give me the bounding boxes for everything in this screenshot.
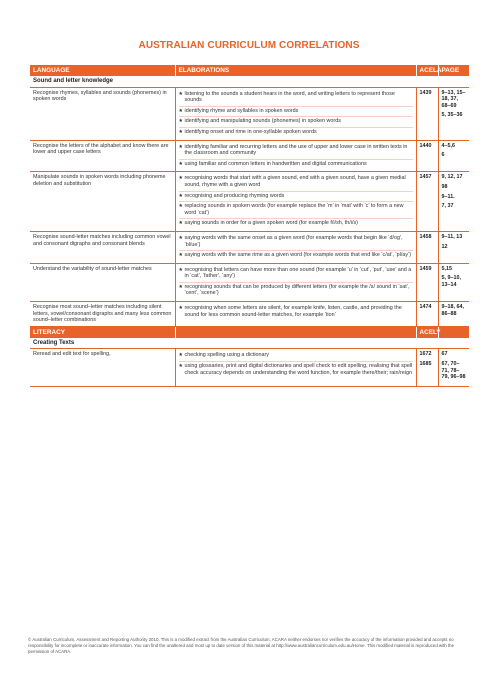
table-row — [30, 263, 469, 301]
star-bullet-icon: ★ — [178, 220, 183, 227]
page-ref: 12 — [441, 243, 448, 250]
elaboration-item — [179, 90, 413, 107]
header-cell-code: ACELA — [416, 65, 438, 76]
elaboration-item — [179, 192, 413, 203]
curriculum-code — [416, 140, 438, 172]
curriculum-code — [416, 87, 438, 140]
elaboration-text: using glossaries, print and digital dictionaries and spell check to edit spelling, realising that spell check accuracy depends on understanding the word function, for example there/their; rain/reign — [184, 363, 413, 376]
code-value: 1459 — [419, 265, 432, 272]
star-bullet-icon: ★ — [178, 305, 183, 312]
star-bullet-icon: ★ — [178, 266, 183, 273]
page-ref: 9–11, 13 — [441, 233, 463, 240]
header-cell-elaborations — [175, 326, 416, 338]
subheading: Sound and letter knowledge — [30, 76, 469, 87]
elaboration-item — [179, 117, 413, 128]
elaboration-item — [179, 234, 413, 251]
elaboration-item — [179, 107, 413, 118]
subheading-row — [30, 338, 469, 349]
star-bullet-icon: ★ — [178, 107, 183, 114]
elaboration-text: identifying rhyme and syllables in spoken words — [184, 107, 299, 114]
elaboration-item — [179, 219, 413, 229]
elaboration-text: recognising when some letters are silent, for example knife, listen, castle, and providing the sound for less common sound-letter matches, for example ‘tion’ — [184, 305, 402, 318]
content-description: Recognise rhymes, syllables and sounds (phonemes) in spoken words — [30, 87, 175, 140]
star-bullet-icon: ★ — [178, 363, 183, 370]
elaboration-text: identifying onset and rime in one-syllable spoken words — [184, 128, 317, 135]
section-header-row — [30, 326, 469, 338]
content-description: Understand the variability of sound-letter matches — [30, 263, 175, 301]
table-row — [30, 87, 469, 140]
elaborations-cell — [175, 172, 416, 232]
elaborations-cell — [175, 263, 416, 301]
page-references — [438, 349, 469, 386]
elaboration-text: identifying and manipulating sounds (phonemes) in spoken words — [184, 118, 341, 125]
correlations-table — [30, 65, 469, 387]
copyright-footer: © Australian Curriculum, Assessment and Reporting Authority 2010. This is a modified extract from the Australian Curriculum. ACARA neither endorses nor verifies the accuracy of the information provided and accepts no responsibility for incomplete or inaccurate information. You can find the unaltered and most up to date version of this material at http://www.australiancurriculum.edu.au/Home. This modified material is reproduced with the permission of ACARA. — [28, 637, 455, 655]
table-row — [30, 172, 469, 232]
star-bullet-icon: ★ — [178, 352, 183, 359]
table-row — [30, 231, 469, 263]
code-value: 1672 — [419, 351, 432, 358]
elaborations-cell — [175, 231, 416, 263]
page-references — [438, 87, 469, 140]
star-bullet-icon: ★ — [178, 90, 183, 97]
page-ref: 9, 12, 17 — [441, 174, 463, 181]
elaboration-text: using familiar and common letters in handwritten and digital communications — [184, 160, 367, 167]
table-row — [30, 349, 469, 386]
star-bullet-icon: ★ — [178, 175, 183, 182]
star-bullet-icon: ★ — [178, 143, 183, 150]
elaborations-cell — [175, 87, 416, 140]
elaboration-item — [179, 143, 413, 160]
elaboration-item — [179, 351, 413, 362]
page-ref: 9–18, 64, 86–88 — [441, 304, 464, 317]
content-description: Reread and edit text for spelling, — [30, 349, 175, 386]
content-description: Manipulate sounds in spoken words including phoneme deletion and substitution — [30, 172, 175, 232]
star-bullet-icon: ★ — [178, 192, 183, 199]
page-references — [438, 302, 469, 327]
elaboration-text: recognising words that start with a given sound, end with a given sound, have a given medial sound, rhyme with a given word — [184, 175, 406, 188]
elaboration-text: recognising and producing rhyming words — [184, 192, 285, 199]
page-ref: 67 — [441, 351, 448, 358]
content-description: Recognise most sound–letter matches including silent letters, vowel/consonant digraphs and many less common sound–letter combinations — [30, 302, 175, 327]
star-bullet-icon: ★ — [178, 160, 183, 167]
page-ref: 6 — [441, 152, 445, 159]
elaborations-cell — [175, 140, 416, 172]
page-ref: 5, 35–36 — [441, 112, 463, 119]
elaboration-text: saying words with the same rime as a given word (for example words that end like ‘c/at’, ‘pl/ay’) — [184, 252, 412, 259]
table-row — [30, 140, 469, 172]
elaboration-item — [179, 283, 413, 299]
elaboration-item — [179, 266, 413, 283]
page-ref: 7, 37 — [441, 203, 454, 210]
page-ref: 4–5,6 — [441, 142, 455, 149]
elaborations-cell — [175, 349, 416, 386]
code-value: 1440 — [419, 142, 432, 149]
elaboration-item — [179, 251, 413, 261]
elaboration-text: recognising sounds that can be produced by different letters (for example the /s/ sound in ‘sat’, ‘cent’, ‘scene’) — [184, 283, 410, 297]
star-bullet-icon: ★ — [178, 118, 183, 125]
elaborations-cell — [175, 302, 416, 327]
elaboration-text: replacing sounds in spoken words (for example replace the ‘m’ in ‘mat’ with ‘c’ to form a new word ‘cat’) — [184, 203, 404, 216]
header-cell-elaborations: ELABORATIONS — [175, 65, 416, 76]
code-value: 1474 — [419, 304, 432, 311]
content-description: Recognise the letters of the alphabet and know there are lower and upper case letters — [30, 140, 175, 172]
curriculum-code — [416, 263, 438, 301]
page-references — [438, 172, 469, 232]
page-ref: 9–11. — [441, 193, 455, 200]
page-title: AUSTRALIAN CURRICULUM CORRELATIONS — [138, 40, 360, 51]
star-bullet-icon: ★ — [178, 203, 183, 210]
code-value: 1458 — [419, 233, 432, 240]
header-cell-topic: LITERACY — [30, 326, 175, 338]
page-ref: 9–13, 15–18, 37, 68–69 — [441, 89, 466, 109]
curriculum-code — [416, 349, 438, 386]
star-bullet-icon: ★ — [178, 128, 183, 135]
table-row — [30, 302, 469, 327]
curriculum-code — [416, 302, 438, 327]
page-ref: 98 — [441, 183, 448, 190]
page-references — [438, 140, 469, 172]
elaboration-text: saying sounds in order for a given spoken word (for example f/i/sh, th/i/s) — [184, 220, 358, 227]
header-cell-page — [438, 326, 469, 338]
curriculum-code — [416, 231, 438, 263]
elaboration-item — [179, 362, 413, 378]
elaboration-text: identifying familiar and recurring letters and the use of upper and lower case in written texts in the classroom and community — [184, 143, 408, 157]
subheading-row — [30, 76, 469, 87]
page-references — [438, 231, 469, 263]
curriculum-code — [416, 172, 438, 232]
header-cell-page: PAGE — [438, 65, 469, 76]
header-cell-topic: LANGUAGE — [30, 65, 175, 76]
elaboration-text: listening to the sounds a student hears in the word, and writing letters to represent those sounds — [184, 90, 395, 104]
page-ref: 67, 70–71, 78–79, 96–98 — [441, 361, 466, 381]
content-description: Recognise sound-letter matches including common vowel and consonant digraphs and consonant blends — [30, 231, 175, 263]
subheading: Creating Texts — [30, 338, 469, 349]
elaboration-text: saying words with the same onset as a given word (for example words that begin like ‘d/og’, ‘bl/ue’) — [184, 234, 403, 248]
star-bullet-icon: ★ — [178, 234, 183, 241]
code-value: 1457 — [419, 174, 432, 181]
header-cell-code: ACELY — [416, 326, 438, 338]
page-ref: 5,15 — [441, 265, 452, 272]
elaboration-text: checking spelling using a dictionary — [184, 352, 270, 359]
page-ref: 5, 9–10, 13–14 — [441, 275, 461, 288]
section-header-row — [30, 65, 469, 76]
elaboration-item — [179, 304, 413, 320]
elaboration-item — [179, 174, 413, 191]
star-bullet-icon: ★ — [178, 252, 183, 259]
elaboration-item — [179, 202, 413, 219]
elaboration-text: recognising that letters can have more than one sound (for example ‘u’ in ‘cut’, ‘put’, ‘use’ and a in ‘cat’, ‘father’, ‘any’) — [184, 266, 412, 280]
elaboration-item — [179, 128, 413, 138]
star-bullet-icon: ★ — [178, 283, 183, 290]
page-references — [438, 263, 469, 301]
elaboration-item — [179, 160, 413, 170]
code-value: 1439 — [419, 89, 432, 96]
code-value: 1685 — [419, 361, 432, 368]
